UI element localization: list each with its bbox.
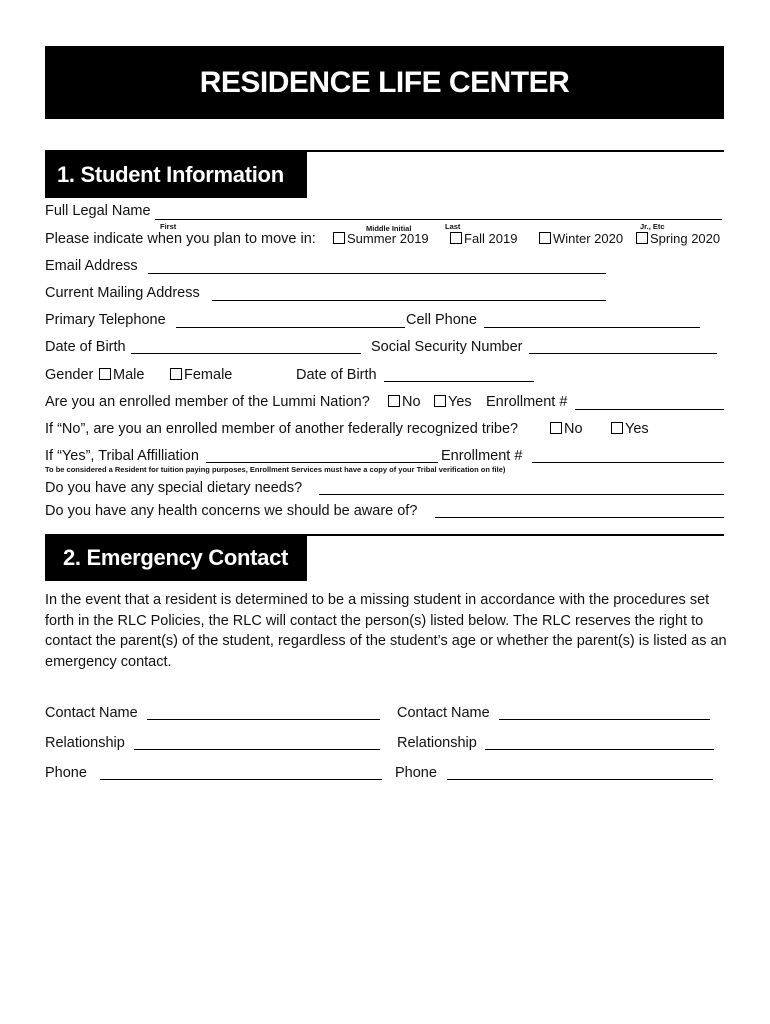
checkbox-icon[interactable] [99,368,111,380]
checkbox-icon[interactable] [550,422,562,434]
lummi-question: Are you an enrolled member of the Lummi Nation? [45,394,370,410]
contact-name-label-1: Contact Name [45,705,138,721]
phone-field-1[interactable] [100,779,382,780]
resident-note: To be considered a Resident for tuition paying purposes, Enrollment Services must have a copy of your Tribal verification on file) [45,465,506,474]
full-name-label: Full Legal Name [45,203,151,219]
contact-name-field-2[interactable] [499,719,710,720]
mailing-address-label: Current Mailing Address [45,285,200,301]
email-field[interactable] [148,273,606,274]
other-tribe-no-option[interactable]: No [550,420,583,438]
contact-name-label-2: Contact Name [397,705,490,721]
form-title-banner [45,46,724,119]
enrollment-field[interactable] [575,409,724,410]
other-tribe-yes-option[interactable]: Yes [611,420,649,438]
dietary-question: Do you have any special dietary needs? [45,480,303,496]
dob-label-2: Date of Birth [296,367,377,383]
suffix-caption: Jr., Etc [640,222,665,231]
dietary-field[interactable] [319,494,724,495]
last-name-caption: Last [445,222,461,231]
mailing-address-field[interactable] [212,300,606,301]
relationship-label-1: Relationship [45,735,125,751]
ssn-field[interactable] [529,353,717,354]
primary-phone-label: Primary Telephone [45,312,166,328]
section2-heading: 2. Emergency Contact [63,545,289,570]
checkbox-icon[interactable] [539,232,551,244]
gender-option-male[interactable]: Male [99,366,144,384]
checkbox-icon[interactable] [636,232,648,244]
checkbox-icon[interactable] [611,422,623,434]
section1-heading: 1. Student Information [57,161,284,187]
checkbox-icon[interactable] [333,232,345,244]
checkbox-icon[interactable] [450,232,462,244]
first-name-caption: First [160,222,177,231]
ssn-label: Social Security Number [371,339,523,355]
enrollment-label: Enrollment # [486,394,568,410]
dob-label: Date of Birth [45,339,126,355]
enrollment-label-2: Enrollment # [441,448,523,464]
other-tribe-question: If “No”, are you an enrolled member of another federally recognized tribe? [45,421,519,437]
checkbox-icon[interactable] [388,395,400,407]
relationship-label-2: Relationship [397,735,477,751]
cell-phone-field[interactable] [484,327,700,328]
health-field[interactable] [435,517,724,518]
move-in-option-spring[interactable]: Spring 2020 [636,230,720,248]
cell-phone-label: Cell Phone [406,312,477,328]
lummi-yes-option[interactable]: Yes [434,393,472,411]
emergency-paragraph: In the event that a resident is determined to be a missing student in accordance with the procedures set forth in the RLC Policies, the RLC will contact the person(s) listed below. The RLC reserves the right to contact the parent(s) of the student, regardless of the student’s age or whether the parent(s) is listed as an emergency contact. [45,592,727,670]
checkbox-icon[interactable] [170,368,182,380]
phone-label-1: Phone [45,765,87,781]
lummi-no-option[interactable]: No [388,393,421,411]
gender-option-female[interactable]: Female [170,366,232,384]
section1-heading-block [45,151,307,198]
email-label: Email Address [45,258,138,274]
move-in-option-summer[interactable]: Summer 2019 [333,230,429,248]
dob-field[interactable] [131,353,361,354]
relationship-field-1[interactable] [134,749,380,750]
checkbox-icon[interactable] [434,395,446,407]
tribal-affiliation-label: If “Yes”, Tribal Affilliation [45,448,199,464]
relationship-field-2[interactable] [485,749,714,750]
middle-initial-caption: Middle Initial [366,224,412,233]
form-title: RESIDENCE LIFE CENTER [199,65,570,99]
move-in-option-winter[interactable]: Winter 2020 [539,230,623,248]
section2-heading-block [45,535,307,581]
dob-field-2[interactable] [384,381,534,382]
phone-label-2: Phone [395,765,437,781]
health-question: Do you have any health concerns we should be aware of? [45,503,418,519]
gender-label: Gender [45,367,94,383]
move-in-label: Please indicate when you plan to move in: [45,231,316,247]
full-name-line[interactable] [155,219,722,220]
tribal-affiliation-field[interactable] [206,462,438,463]
primary-phone-field[interactable] [176,327,405,328]
move-in-option-fall[interactable]: Fall 2019 [450,230,517,248]
contact-name-field-1[interactable] [147,719,380,720]
enrollment-field-2[interactable] [532,462,724,463]
phone-field-2[interactable] [447,779,713,780]
